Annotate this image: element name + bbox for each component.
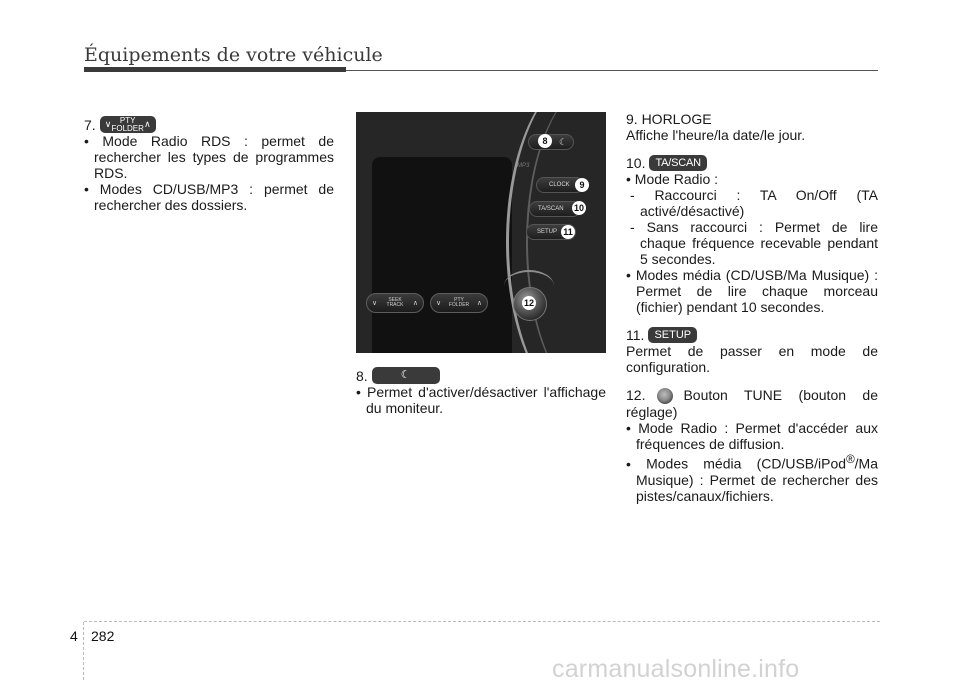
tune-knob-icon xyxy=(657,388,673,404)
callout-11: 11 xyxy=(561,225,575,239)
item-12-number: 12. xyxy=(626,387,646,403)
item-8-bullet: • Permet d'activer/désactiver l'affichage du moniteur. xyxy=(356,384,606,416)
footer-dashed-rule xyxy=(84,621,880,622)
seek-label: SEEK xyxy=(388,297,402,303)
callout-12: 12 xyxy=(523,298,534,308)
left-column xyxy=(84,116,334,213)
console-clock-label: CLOCK xyxy=(549,182,570,188)
console-setup-label: SETUP xyxy=(537,229,558,235)
moon-icon: ☾ xyxy=(559,137,568,147)
callout-9: 9 xyxy=(575,178,589,192)
item-10-heading xyxy=(626,155,878,171)
chevron-down-icon: ∨ xyxy=(104,119,112,129)
item-11-heading xyxy=(626,327,878,343)
middle-column xyxy=(356,112,606,416)
item-10-number: 10. xyxy=(626,155,646,171)
moon-icon: ☾ xyxy=(400,369,411,381)
item-9-text: Affiche l'heure/la date/le jour. xyxy=(626,127,806,143)
mp3-logo: MP3 xyxy=(517,163,530,169)
page-number: 282 xyxy=(91,628,115,644)
chevron-up-icon: ∧ xyxy=(476,299,482,307)
item-7-heading xyxy=(84,116,334,133)
footer-dashed-divider xyxy=(83,622,84,680)
right-column xyxy=(626,111,878,504)
chapter-number: 4 xyxy=(70,628,78,644)
item-12-bullet-radio: • Mode Radio : Permet d'accéder aux fréquences de diffusion. xyxy=(626,420,878,452)
item-12-bullet-media-a: Modes média (CD/USB/iPod xyxy=(646,455,847,472)
header-rule-thin xyxy=(346,70,878,71)
track-label: TRACK xyxy=(386,302,404,308)
item-12-title: Bouton TUNE (bouton de réglage) xyxy=(626,387,878,421)
item-10-dash-shortcut: - Raccourci : TA On/Off (TA activé/désactivé) xyxy=(626,187,878,219)
registered-mark: ® xyxy=(846,453,855,467)
header-title: Équipements de votre véhicule xyxy=(84,44,383,66)
item-12-bullet-media-b: /Ma Musique) : Permet de rechercher des pistes/canaux/fichiers. xyxy=(636,455,878,504)
item-12-bullet-media xyxy=(626,452,878,504)
item-10-bullet-media: • Modes média (CD/USB/Ma Musique) : Permet de lire chaque morceau (fichier) pendant 10 secondes. xyxy=(626,267,878,315)
item-10-dash-no-shortcut: - Sans raccourci : Permet de lire chaque fréquence recevable pendant 5 secondes. xyxy=(626,219,878,267)
item-7-number: 7. xyxy=(84,116,96,133)
callout-8: 8 xyxy=(538,134,552,148)
chevron-down-icon: ∨ xyxy=(372,299,378,307)
pty-folder-button-icon xyxy=(100,116,156,133)
item-11-text: Permet de passer en mode de configuration. xyxy=(626,343,878,375)
item-7-bullet-media: • Modes CD/USB/MP3 : permet de rechercher des dossiers. xyxy=(84,181,334,213)
item-8-heading xyxy=(356,367,606,384)
ta-scan-button-icon: TA/SCAN xyxy=(649,155,706,171)
item-9-heading: 9. HORLOGE xyxy=(626,111,712,127)
item-7-bullet-radio: • Mode Radio RDS : permet de rechercher les types de programmes RDS. xyxy=(84,133,334,181)
folder-label: FOLDER xyxy=(111,123,144,133)
chevron-up-icon: ∧ xyxy=(412,299,418,307)
console-pty-label: PTY xyxy=(454,297,464,303)
chevron-down-icon: ∨ xyxy=(436,299,442,307)
watermark: carmanualsonline.info xyxy=(552,655,800,683)
console-pty-folder-button xyxy=(430,293,488,313)
item-8-number: 8. xyxy=(356,367,368,384)
console-seek-track-button xyxy=(366,293,424,313)
console-ta-scan-label: TA/SCAN xyxy=(538,206,564,212)
console-display-screen xyxy=(372,157,512,353)
item-10-bullet-radio: • Mode Radio : xyxy=(626,171,878,187)
console-folder-label: FOLDER xyxy=(448,302,470,308)
display-button-icon xyxy=(372,367,440,384)
item-11-number: 11. xyxy=(626,327,645,343)
item-12-heading xyxy=(626,387,878,420)
audio-console-illustration xyxy=(356,112,606,353)
chevron-up-icon: ∧ xyxy=(144,119,151,129)
setup-button-icon: SETUP xyxy=(648,327,697,343)
callout-10: 10 xyxy=(573,203,584,213)
header-rule-thick xyxy=(84,67,346,72)
pty-label: PTY xyxy=(119,115,136,125)
